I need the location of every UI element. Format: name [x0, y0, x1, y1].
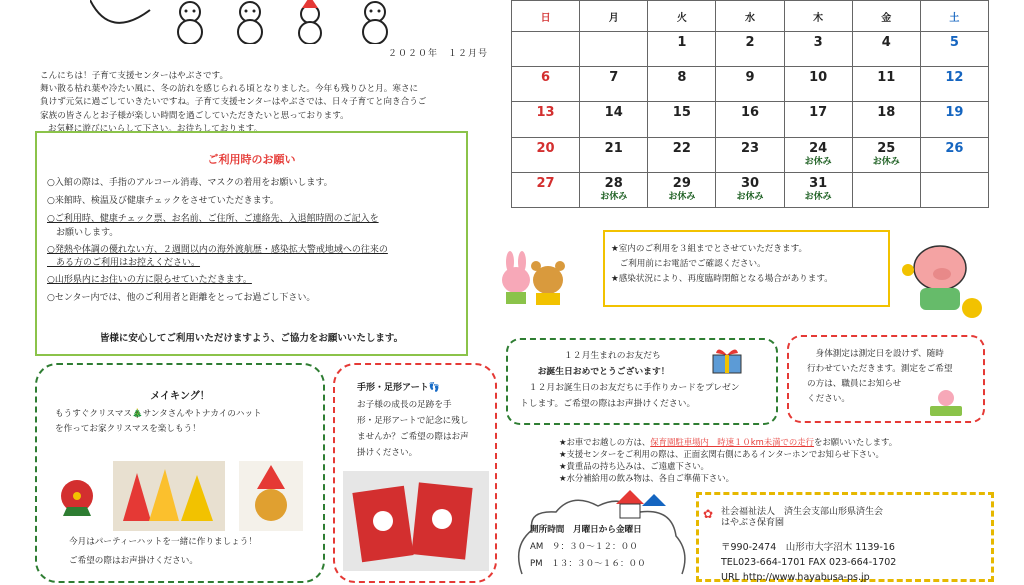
- weekday-mon: 月: [580, 1, 648, 32]
- hours-label: 開所時間 月曜日から金曜日: [530, 525, 642, 535]
- calendar-day-number: 6: [541, 70, 551, 86]
- contact-details: [721, 540, 896, 585]
- calendar-day-number: 2: [745, 35, 755, 51]
- calendar-day-cell: [784, 32, 852, 67]
- snowmen-illustration: [90, 0, 440, 44]
- note-line: ★支援センターをご利用の際は、正面玄関右側にあるインターホンでお知らせ下さい。: [559, 449, 884, 459]
- calendar-day-number: 5: [949, 35, 959, 51]
- closed-day-label: お休み: [804, 156, 832, 167]
- calendar-day-number: 11: [877, 70, 896, 86]
- snowman-icon: [238, 2, 262, 44]
- calendar-day-number: 1: [677, 35, 687, 51]
- calendar-day-number: 10: [809, 70, 828, 86]
- intro-text: [40, 70, 510, 136]
- calendar-day-cell: [920, 102, 988, 137]
- calendar-day-number: 15: [672, 105, 691, 121]
- contact-phone: TEL023-664-1701 FAX 023-664-1702: [721, 557, 897, 568]
- calendar-day-number: 21: [604, 140, 623, 156]
- closed-day-label: お休み: [668, 191, 696, 202]
- calendar-day-cell: [852, 67, 920, 102]
- december-calendar: [511, 0, 989, 208]
- weekday-wed: 水: [716, 1, 784, 32]
- opening-hours: [530, 522, 646, 573]
- making-title: メイキング！: [150, 391, 210, 402]
- intro-line: お気軽に遊びにいらして下さい。お待ちしております。: [48, 123, 263, 134]
- calendar-day-cell: [648, 172, 716, 207]
- measure-line: の方は、職員にお知らせ: [807, 379, 902, 389]
- usage-request-box: [35, 131, 468, 356]
- measure-line: ください。: [807, 394, 850, 404]
- closed-day-label: お休み: [600, 191, 628, 202]
- calendar-day-cell: [580, 172, 648, 207]
- calendar-day-cell: [784, 102, 852, 137]
- calendar-week-row: [512, 67, 989, 102]
- calendar-week-row: [512, 32, 989, 67]
- hours-am: AM ９：３０～１２：００: [530, 542, 638, 552]
- intro-line: 家族の皆さんとお子様が楽しい時間を過ごしていただきたいと思っております。: [40, 110, 349, 121]
- calendar-day-number: 24: [809, 140, 828, 156]
- calendar-day-cell: [852, 102, 920, 137]
- handprint-text: お子様の成長の足跡を手 形・足形アートで記念に残し ませんか？ご希望の際はお声 掛けください。: [357, 400, 469, 458]
- contact-box: [696, 492, 994, 582]
- calendar-day-cell: [716, 67, 784, 102]
- party-hat-photos: [57, 461, 307, 531]
- closed-day-label: お休み: [736, 191, 764, 202]
- pig-illustration: [898, 240, 986, 320]
- request-item: ○発熱や体調の優れない方、２週間以内の海外渡航歴・感染拡大警戒地域への往来の ある方のご利用はお控えください。: [47, 244, 388, 269]
- calendar-day-cell: [716, 102, 784, 137]
- calendar-day-cell: [512, 67, 580, 102]
- making-footer: 今月はパーティーハットを一緒に作りましょう！ ご希望の際はお声掛けください。: [69, 537, 257, 566]
- calendar-day-cell: [920, 32, 988, 67]
- intro-line: こんにちは！子育て支援センターはやぶさです。: [40, 71, 229, 81]
- usage-request-list: [47, 177, 462, 311]
- calendar-day-cell: [852, 32, 920, 67]
- calendar-day-cell: [512, 172, 580, 207]
- notice-line: ★室内のご利用を３組までとさせていただきます。: [611, 244, 808, 254]
- calendar-day-number: 16: [740, 105, 760, 121]
- calendar-day-cell: [580, 102, 648, 137]
- calendar-week-row: [512, 137, 989, 172]
- calendar-day-cell: [580, 67, 648, 102]
- flower-logo-icon: ✿: [703, 507, 714, 521]
- request-item: ○山形県内にお住いの方に限らせていただきます。: [47, 275, 252, 286]
- weekday-sun: 日: [512, 1, 580, 32]
- birthday-line: お誕生日おめでとうございます！: [520, 367, 670, 377]
- weekday-sat: 土: [920, 1, 988, 32]
- calendar-day-cell: [784, 137, 852, 172]
- issue-date: ２０２０年 １２月号: [388, 49, 489, 59]
- organization-name: 社会福祉法人 済生会支部山形県済生会 はやぶさ保育園: [721, 507, 884, 528]
- poinsettia-icon: [61, 480, 93, 516]
- measure-line: 行わせていただきます。測定をご希望: [807, 364, 953, 374]
- making-box: [35, 363, 325, 583]
- room-notice-box: [603, 230, 890, 307]
- calendar-day-number: 30: [740, 175, 760, 191]
- weekday-thu: 木: [784, 1, 852, 32]
- usage-request-title: ご利用時のお願い: [207, 153, 296, 166]
- calendar-day-number: 13: [536, 105, 555, 121]
- calendar-day-cell: [512, 137, 580, 172]
- calendar-day-cell: [784, 172, 852, 207]
- weekday-tue: 火: [648, 1, 716, 32]
- calendar-day-cell: [648, 137, 716, 172]
- snowman-icon: [363, 2, 387, 44]
- calendar-day-cell: [784, 67, 852, 102]
- birthday-line: １２月生まれのお友だち: [520, 351, 661, 361]
- calendar-day-cell: [512, 32, 580, 67]
- request-item: ○来館時、検温及び健康チェックをさせていただきます。: [47, 196, 279, 207]
- hours-pm: PM １３：３０～１６：００: [530, 559, 646, 569]
- weekday-fri: 金: [852, 1, 920, 32]
- calendar-day-number: 29: [672, 175, 691, 191]
- request-item: ○入館の際は、手指のアルコール消毒、マスクの着用をお願いします。: [47, 178, 333, 188]
- usage-request-footer: 皆様に安心してご利用いただけますよう、ご協力をお願いいたします。: [99, 333, 404, 344]
- snowman-icon: [178, 2, 202, 44]
- calendar-day-cell: [648, 32, 716, 67]
- handprint-photo: [343, 471, 489, 571]
- calendar-day-cell: [852, 172, 920, 207]
- request-item: ○ご利用時、健康チェック票、お名前、ご住所、ご連絡先、入退館時間のご記入を お願いします。: [47, 214, 379, 238]
- calendar-day-number: 9: [745, 70, 755, 86]
- calendar-day-number: 25: [877, 140, 896, 156]
- calendar-day-number: 14: [604, 105, 623, 121]
- calendar-day-cell: [580, 32, 648, 67]
- scale-rabbit-icon: [928, 388, 964, 418]
- note-line: ★水分補給用の飲み物は、各自ご準備下さい。: [559, 473, 735, 483]
- calendar-day-number: 7: [609, 70, 619, 86]
- calendar-day-cell: [716, 32, 784, 67]
- calendar-day-number: 22: [672, 140, 691, 156]
- calendar-day-number: 12: [945, 70, 964, 86]
- notice-line: ★感染状況により、再度臨時閉館となる場合があります。: [611, 274, 833, 284]
- intro-line: 舞い散る枯れ葉や冷たい風に、冬の訪れを感じられる頃となりました。今年も残りひと月。寒さに: [40, 84, 419, 95]
- measure-line: 身体測定は測定日を設けず、随時: [807, 349, 944, 359]
- notice-line: ご利用前にお電話でご確認ください。: [611, 259, 766, 269]
- house-illustration: [612, 486, 666, 522]
- calendar-day-cell: [716, 137, 784, 172]
- contact-url: URL http://www.hayabusa-ps.jp: [721, 572, 870, 583]
- handprint-title: 手形・足形アート👣: [357, 383, 440, 393]
- calendar-week-row: [512, 172, 989, 207]
- calendar-day-number: 17: [809, 105, 828, 121]
- calendar-day-number: 3: [813, 35, 823, 51]
- calendar-day-cell: [920, 172, 988, 207]
- calendar-day-number: 28: [604, 175, 623, 191]
- closed-day-label: お休み: [804, 191, 832, 202]
- rabbit-bear-illustration: [498, 250, 568, 306]
- calendar-header-row: [512, 1, 989, 32]
- birthday-line: １２月お誕生日のお友だちに手作りカードをプレゼン: [520, 383, 740, 393]
- gift-icon: [710, 345, 744, 375]
- contact-address: 〒990-2474 山形市大字沼木 1139-16: [721, 542, 895, 553]
- calendar-day-number: 23: [740, 140, 760, 156]
- calendar-day-cell: [648, 102, 716, 137]
- calendar-day-number: 4: [881, 35, 891, 51]
- intro-line: 負けず元気に過ごしていきたいですね。子育て支援センターはやぶさでは、日々子育てと向き合うご: [40, 97, 427, 108]
- calendar-day-cell: [580, 137, 648, 172]
- calendar-day-cell: [920, 137, 988, 172]
- calendar-day-number: 20: [536, 140, 555, 156]
- birthday-line: トします。ご希望の際はお声掛けください。: [520, 399, 696, 409]
- calendar-day-cell: [648, 67, 716, 102]
- request-item: ○センター内では、他のご利用者と距離をとってお過ごし下さい。: [47, 293, 316, 304]
- calendar-day-cell: [852, 137, 920, 172]
- visitor-notes: [559, 436, 897, 484]
- calendar-day-number: 8: [677, 70, 687, 86]
- making-text: もうすぐクリスマス🎄サンタさんやトナカイのハット を作ってお家クリスマスを楽しもう！: [55, 409, 262, 434]
- calendar-day-number: 31: [809, 175, 828, 191]
- note-line: ★貴重品の持ち込みは、ご遠慮下さい。: [559, 461, 709, 471]
- note-line: ★お車でお越しの方は、保育園駐車場内 時速１０km未満での走行をお願いいたします。: [559, 437, 898, 447]
- calendar-day-cell: [920, 67, 988, 102]
- handprint-art-box: [333, 363, 497, 583]
- snowman-icon: [299, 0, 321, 44]
- calendar-day-number: 26: [945, 140, 964, 156]
- calendar-day-number: 19: [945, 105, 964, 121]
- calendar-day-number: 27: [536, 175, 555, 191]
- calendar-day-number: 18: [877, 105, 896, 121]
- calendar-day-cell: [716, 172, 784, 207]
- calendar-day-cell: [512, 102, 580, 137]
- calendar-week-row: [512, 102, 989, 137]
- closed-day-label: お休み: [872, 156, 900, 167]
